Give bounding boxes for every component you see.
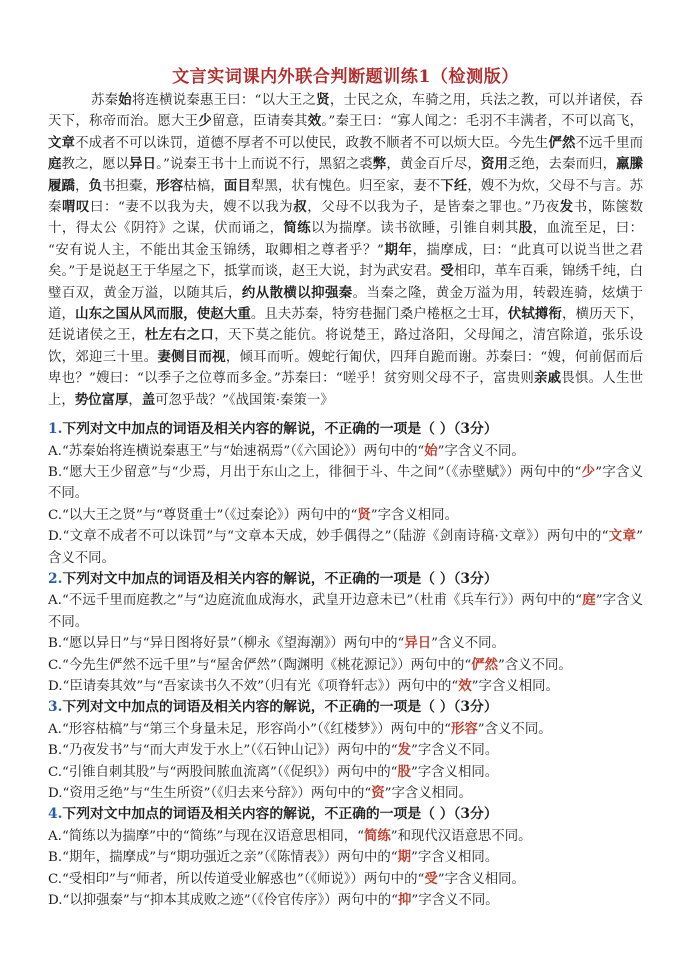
option-text-end: ”字含义不同。 xyxy=(48,464,643,502)
option-key-word: 形容 xyxy=(451,720,478,737)
option-label: C. xyxy=(48,657,63,673)
option-text: “形容枯槁”与“第三个身量未足，形容尚小”（《红楼梦》）两句中的“ xyxy=(61,721,452,737)
option-text: “今先生俨然不远千里”与“屋舍俨然”（陶渊明《桃花源记》）两句中的“ xyxy=(62,657,472,673)
option-label: A. xyxy=(48,593,62,609)
passage-text: 畏惧。人生世上， xyxy=(48,371,643,408)
option-a xyxy=(48,719,643,740)
option-text-end: ”字含义相同。 xyxy=(410,764,499,780)
option-text: “愿大王少留意”与“少焉，月出于东山之上，徘徊于斗、牛之间”（《赤壁赋》）两句中的“ xyxy=(62,464,582,480)
option-label: A. xyxy=(48,721,62,737)
option-label: C. xyxy=(48,764,63,780)
passage-text: 。且夫苏秦，特穷巷掘门桑户棬枢之士耳， xyxy=(250,307,508,323)
passage-text: ，横历天下，廷说诸侯之王， xyxy=(48,307,644,344)
passage-emphasized-word: 股 xyxy=(518,220,533,237)
option-key-word: 俨然 xyxy=(471,656,498,673)
option-text-end: ”和现代汉语意思不同。 xyxy=(390,828,532,844)
option-text: “臣请奏其效”与“吾家读书久不效”（归有光《项脊轩志》）两句中的“ xyxy=(62,678,459,694)
passage-emphasized-word: 叔 xyxy=(293,199,308,216)
question-stem xyxy=(48,697,643,718)
option-text-end: ”字含义相同。 xyxy=(437,871,525,887)
option-text: “简练以为揣摩”中的“简练”与现在汉语意思相同，“ xyxy=(61,828,364,844)
passage-emphasized-word: 下纴 xyxy=(440,177,468,194)
option-key-word: 期 xyxy=(397,849,412,866)
option-a xyxy=(48,826,643,847)
option-key-word: 异日 xyxy=(404,635,432,652)
passage-text: ，黄金百斤尽， xyxy=(386,157,481,173)
option-key-word: 抑 xyxy=(398,892,412,909)
option-a xyxy=(48,590,643,633)
option-text-end: ”字含义不同。 xyxy=(411,743,499,759)
option-text-end: ”字含义不同。 xyxy=(48,593,644,630)
passage xyxy=(48,90,643,411)
option-label: A. xyxy=(48,443,62,459)
option-c xyxy=(48,505,643,526)
option-label: D. xyxy=(48,529,63,545)
passage-emphasized-word: 羸縢履蹻 xyxy=(48,156,644,194)
option-key-word: 文章 xyxy=(608,528,637,545)
passage-emphasized-word: 山东之国从风而服，使赵大重 xyxy=(75,306,251,323)
passage-text: ，倾耳而听。嫂蛇行匍伏，四拜自跪而谢。苏秦曰：“嫂，何前倨而后卑也？”嫂曰：“以季子之位尊而多金。”苏秦曰：“嗟乎！贫穷则父母不子，富贵则 xyxy=(48,349,644,387)
option-text: “以大王之贤”与“尊贤重士”（《过秦论》）两句中的“ xyxy=(62,507,358,523)
question-stem-text: 下列对文中加点的词语及相关内容的解说，不正确的一项是（ ）（3分） xyxy=(62,421,498,438)
passage-text: ，揣摩成，曰：“此真可以说当世之君矣。”于是说赵王于华屋之下，抵掌而谈，赵王大说，封为武安君。 xyxy=(48,242,643,280)
option-c xyxy=(48,762,643,783)
option-key-word: 简练 xyxy=(363,827,391,844)
option-key-word: 少 xyxy=(581,463,596,480)
passage-text: 书，陈箧数十，得太公《阴符》之谋，伏而诵之， xyxy=(48,200,644,237)
option-text-end: ”字含义相同。 xyxy=(471,678,559,694)
option-label: D. xyxy=(48,786,63,801)
question-stem xyxy=(48,569,643,590)
option-b xyxy=(48,847,643,868)
option-c xyxy=(48,869,643,890)
passage-text: 不成者不可以诛罚，道德不厚者不可以使民，政教不顺者不可以烦大臣。今先生 xyxy=(75,135,549,151)
passage-text: 留意，臣请奏其 xyxy=(212,114,308,130)
passage-text: 苏秦 xyxy=(91,93,119,108)
passage-emphasized-word: 喟叹 xyxy=(62,199,90,216)
passage-emphasized-word: 文章 xyxy=(48,134,76,151)
passage-text: 犁黑，状有愧色。归至家，妻不 xyxy=(250,178,441,194)
question-number: 1. xyxy=(48,421,63,438)
passage-emphasized-word: 俨然 xyxy=(548,134,576,151)
passage-emphasized-word: 异日 xyxy=(129,156,157,173)
passage-text: ，士民之众，车骑之用，兵法之教，可以并诸侯，吞天下，称帝而治。愿大王 xyxy=(48,93,644,130)
passage-emphasized-word: 亲戚 xyxy=(534,370,562,387)
option-text: “资用乏绝”与“生生所资”（《归去来兮辞》）两句中的“ xyxy=(62,786,372,801)
option-key-word: 贤 xyxy=(357,506,371,523)
option-b xyxy=(48,740,643,761)
option-key-word: 始 xyxy=(424,442,438,459)
option-text: “乃夜发书”与“而大声发于水上”（《石钟山记》）两句中的“ xyxy=(62,743,398,759)
option-label: B. xyxy=(48,850,63,866)
passage-emphasized-word: 杜左右之口 xyxy=(144,327,215,344)
question-2 xyxy=(48,569,643,697)
passage-emphasized-word: 资用 xyxy=(480,156,508,173)
option-text-end: ”字含义不同。 xyxy=(437,443,525,459)
passage-text: 可忽乎哉？”《战国策·秦策一》 xyxy=(155,392,334,408)
option-label: C. xyxy=(48,507,63,523)
question-number: 2. xyxy=(48,570,63,587)
passage-text: 相印，革车百乘，锦绣千纯，白璧百双，黄金万溢，以随其后， xyxy=(48,264,643,301)
passage-text: ，父母不以我为子，是皆秦之罪也。”乃夜 xyxy=(307,200,560,216)
passage-emphasized-word: 约从散横以抑强秦 xyxy=(241,284,353,301)
option-text-end: ”含义不同。 xyxy=(477,721,552,737)
passage-emphasized-word: 始 xyxy=(118,92,132,108)
question-4 xyxy=(48,804,643,911)
document-title: 文言实词课内外联合判断题训练1（检测版） xyxy=(172,67,519,87)
question-stem xyxy=(48,804,643,825)
passage-emphasized-word: 少 xyxy=(198,113,213,130)
question-3 xyxy=(48,697,643,804)
option-text-end: ”字含义相同。 xyxy=(411,850,499,866)
passage-text: ，嫂不为炊，父母不与言。苏秦 xyxy=(48,178,644,216)
option-label: D. xyxy=(48,893,63,909)
question-1 xyxy=(48,419,643,569)
option-key-word: 效 xyxy=(458,677,472,694)
question-stem-text: 下列对文中加点的词语及相关内容的解说，不正确的一项是（ ）（3分） xyxy=(62,699,498,716)
passage-emphasized-word: 效 xyxy=(307,113,322,130)
option-c xyxy=(48,655,643,676)
passage-emphasized-word: 弊 xyxy=(372,156,387,173)
passage-text: ， xyxy=(75,178,89,194)
passage-emphasized-word: 受 xyxy=(440,263,454,280)
option-text-end: ”含义不同。 xyxy=(48,529,643,566)
passage-text: 枯槁， xyxy=(183,178,224,194)
option-key-word: 受 xyxy=(424,870,438,887)
passage-text: 书担橐， xyxy=(102,178,157,194)
option-key-word: 股 xyxy=(397,763,411,780)
question-stem-text: 下列对文中加点的词语及相关内容的解说，不正确的一项是（ ）（3分） xyxy=(62,806,498,823)
passage-emphasized-word: 妻侧目而视 xyxy=(157,348,226,365)
question-number: 3. xyxy=(48,699,63,716)
option-text-end: ”含义不同。 xyxy=(497,657,572,673)
passage-text: 以为揣摩。读书欲睡，引锥自刺其 xyxy=(311,221,519,237)
option-text-end: ”字含义相同。 xyxy=(384,786,472,801)
option-text: “文章不成者不可以诛罚”与“文章本天成，妙手偶得之”（陆游《剑南诗稿·文章》）两句中的“ xyxy=(62,529,609,545)
passage-emphasized-word: 期年 xyxy=(383,241,413,258)
option-text-end: ”字含义相同。 xyxy=(370,507,458,523)
option-label: D. xyxy=(48,678,63,694)
passage-text: ，天下莫之能伉。将说楚王，路过洛阳，父母闻之，清宫除道，张乐设饮，郊迎三十里。 xyxy=(48,328,644,365)
passage-emphasized-word: 形容 xyxy=(156,177,184,194)
option-d xyxy=(48,676,643,697)
passage-text: 。”说秦王书十上而说不行，黑貂之裘 xyxy=(156,157,373,173)
passage-text: 。”秦王曰：“寡人闻之：毛羽不丰满者，不可以高飞， xyxy=(321,114,644,130)
exercise-sheet xyxy=(48,64,643,911)
option-text: “受相印”与“师者，所以传道受业解惑也”（《师说》）两句中的“ xyxy=(62,871,425,887)
passage-emphasized-word: 势位富厚 xyxy=(74,391,129,408)
passage-emphasized-word: 简练 xyxy=(283,220,312,237)
passage-emphasized-word: 盖 xyxy=(141,391,156,408)
passage-emphasized-word: 庭 xyxy=(48,156,62,173)
option-text: “期年，揣摩成”与“期功强近之亲”（《陈情表》）两句中的“ xyxy=(62,850,398,866)
passage-emphasized-word: 负 xyxy=(88,177,103,194)
passage-text: 教之，愿以 xyxy=(61,157,130,173)
option-d xyxy=(48,890,643,911)
passage-emphasized-word: 伏轼撙衔 xyxy=(507,306,563,323)
passage-text: 曰：“妻不以我为夫，嫂不以我为 xyxy=(89,200,294,216)
passage-emphasized-word: 发 xyxy=(559,199,574,216)
option-label: A. xyxy=(48,828,62,844)
option-label: B. xyxy=(48,636,63,652)
passage-text: 不远千里而 xyxy=(575,135,644,151)
option-label: B. xyxy=(48,464,63,480)
option-b xyxy=(48,633,643,654)
option-label: C. xyxy=(48,871,63,887)
option-d xyxy=(48,783,643,804)
option-b xyxy=(48,462,643,505)
passage-emphasized-word: 面目 xyxy=(223,177,251,194)
question-stem-text: 下列对文中加点的词语及相关内容的解说，不正确的一项是（ ）（3分） xyxy=(62,570,498,587)
passage-text: ，血流至足，曰：“安有说人主，不能出其金玉锦绣，取卿相之尊者乎？” xyxy=(48,221,644,258)
option-text-end: ”字含义不同。 xyxy=(411,893,499,909)
option-text: “苏秦始将连横说秦惠王”与“始速祸焉”（《六国论》）两句中的“ xyxy=(61,443,425,459)
option-text: “引锥自刺其股”与“两股间脓血流离”（《促织》）两句中的“ xyxy=(62,764,398,780)
passage-text: 。当秦之隆，黄金万溢为用，转毂连骑，炫熿于道， xyxy=(48,285,644,323)
question-stem xyxy=(48,419,643,440)
option-d xyxy=(48,526,643,569)
option-key-word: 资 xyxy=(371,785,385,801)
option-key-word: 庭 xyxy=(582,592,596,609)
passage-text: 将连横说秦惠王曰：“以大王之 xyxy=(131,93,317,108)
option-key-word: 发 xyxy=(397,742,412,759)
passage-emphasized-word: 贤 xyxy=(316,92,330,108)
option-text: “不远千里而庭教之”与“边庭流血成海水，武皇开边意未已”（杜甫《兵车行》）两句中的“ xyxy=(61,593,583,609)
option-text: “以抑强秦”与“抑本其成败之迹”（《伶官传序》）两句中的“ xyxy=(62,893,399,909)
option-text-end: ”含义不同。 xyxy=(431,636,505,652)
option-text: “愿以异日”与“异日图将好景”（柳永《望海潮》）两句中的“ xyxy=(62,636,405,652)
passage-text: ， xyxy=(128,392,142,408)
question-number: 4. xyxy=(48,806,63,823)
option-a xyxy=(48,441,643,462)
option-label: B. xyxy=(48,743,63,759)
passage-text: 乏绝，去秦而归， xyxy=(508,157,617,173)
